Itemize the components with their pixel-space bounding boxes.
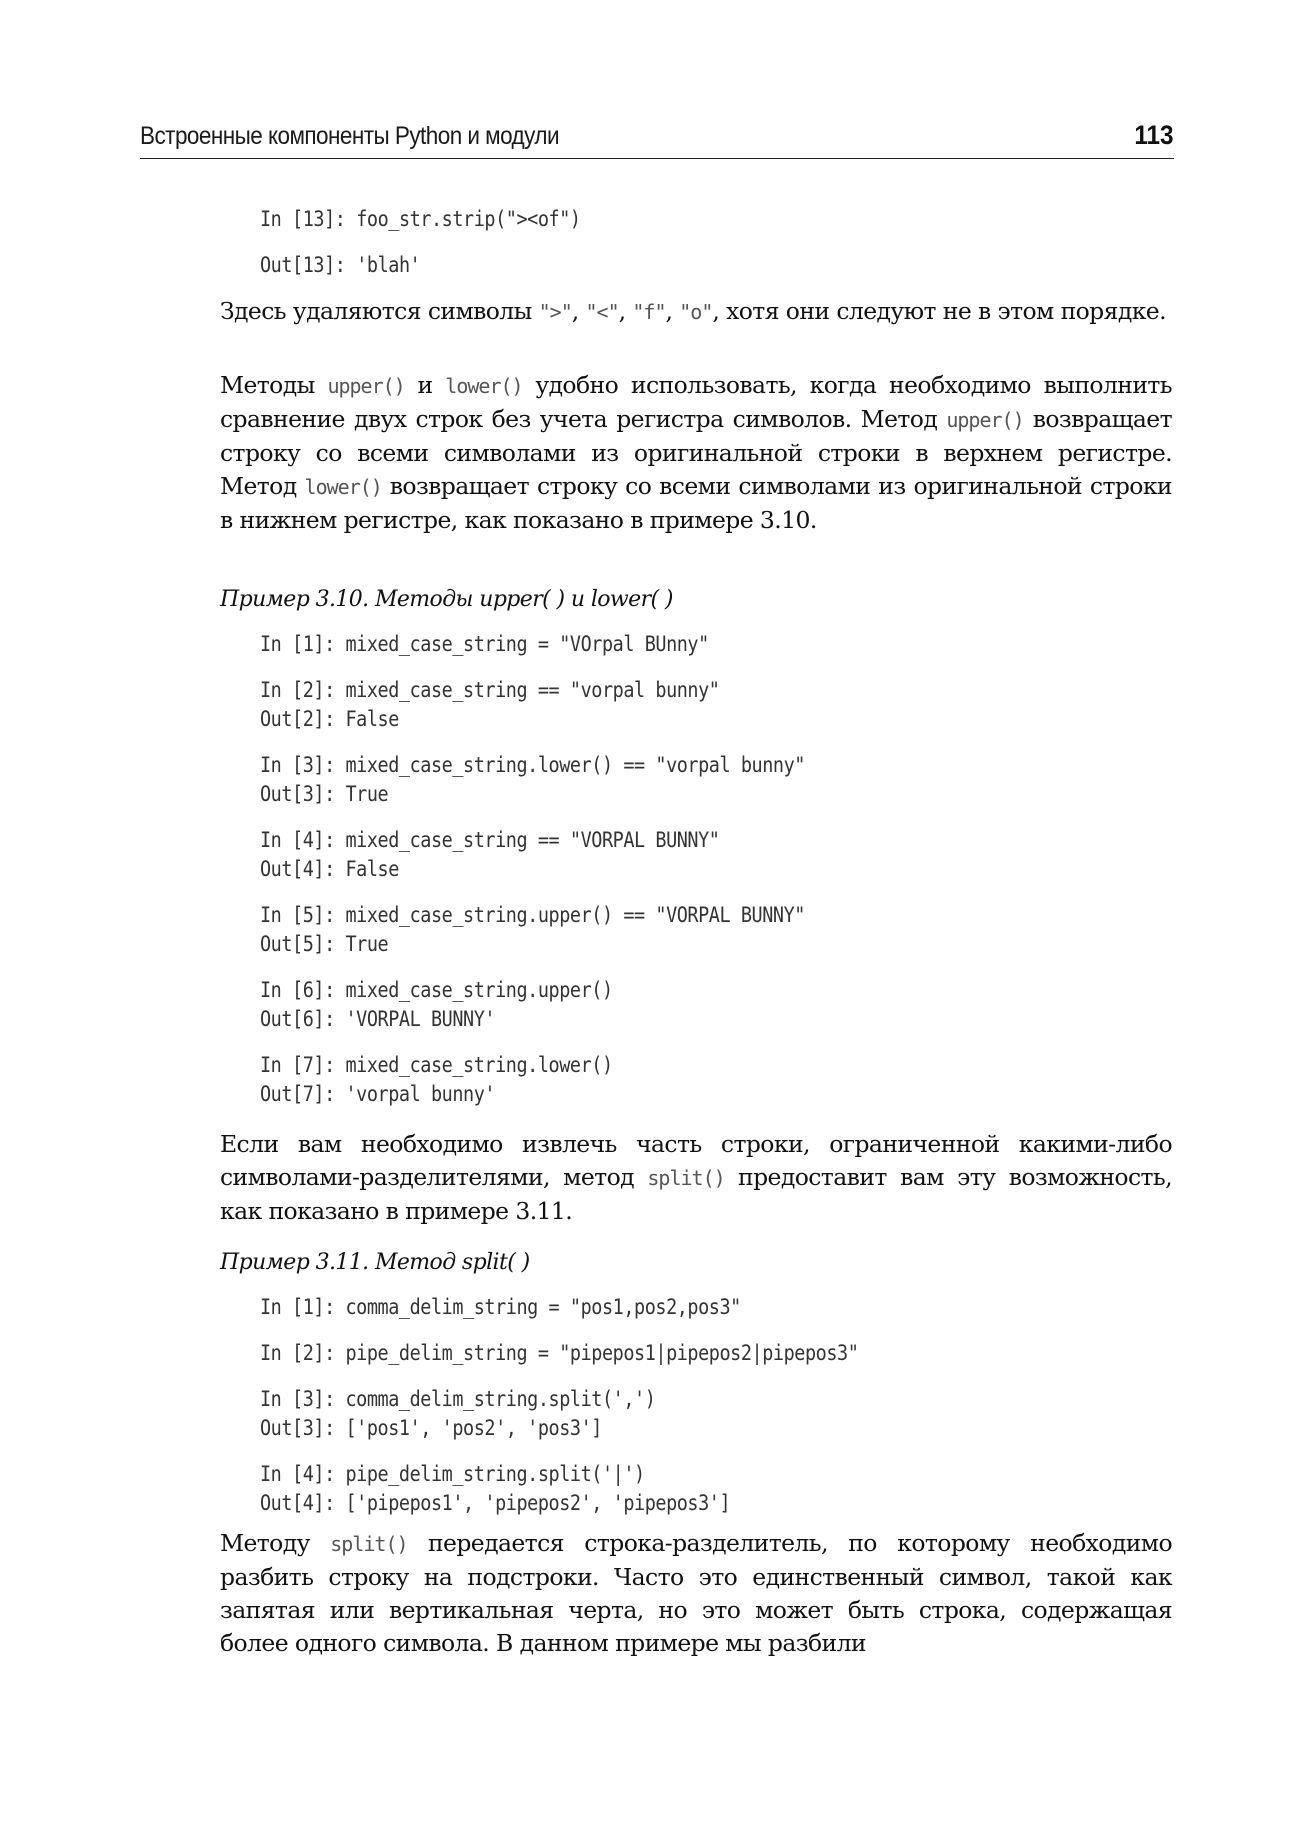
code-output-line: Out[4]: False (260, 857, 399, 881)
example-caption-3-11: Пример 3.11. Метод split( ) (220, 1250, 530, 1275)
paragraph-upper-lower: Методы upper() и lower() удобно использовать, когда необходимо выполнить сравнение двух строк без учета регистра символов. Метод upper() возвращает строку со всеми символами из оригинальной строки в верхнем регистре. Метод lower() возвращает строку со всеми символами из оригинальной строки в нижнем регистре, как показано в примере 3.10. (220, 371, 1173, 534)
code-output-line: Out[3]: True (260, 782, 389, 806)
paragraph-strip-explanation: Здесь удаляются символы ">", "<", "f", "o", хотя они следуют не в этом порядке. (220, 297, 1166, 325)
paragraph-split-explanation: Методу split() передается строка-разделитель, по которому необходимо разбить строку на подстроки. Часто это единственный символ, такой как запятая или вертикальная черта, но это может быть строка, содержащая более одного символа. В данном примере мы разбили (220, 1529, 1173, 1657)
code-input-line: In [5]: mixed_case_string.upper() == "VORPAL BUNNY" (260, 903, 805, 927)
running-title: Встроенные компоненты Python и модули (140, 122, 559, 150)
code-input-line: In [2]: mixed_case_string == "vorpal bunny" (260, 678, 720, 702)
code-input-line: In [4]: pipe_delim_string.split('|') (260, 1462, 645, 1486)
code-output-line: Out[3]: ['pos1', 'pos2', 'pos3'] (260, 1416, 602, 1440)
code-input-line: In [2]: pipe_delim_string = "pipepos1|pipepos2|pipepos3" (260, 1341, 859, 1365)
code-input-line: In [7]: mixed_case_string.lower() (260, 1053, 613, 1077)
code-output-line: Out[4]: ['pipepos1', 'pipepos2', 'pipepos3'] (260, 1491, 731, 1515)
code-input-line: In [4]: mixed_case_string == "VORPAL BUNNY" (260, 828, 720, 852)
code-output-line: Out[13]: 'blah' (260, 253, 421, 277)
code-input-line: In [1]: mixed_case_string = "VOrpal BUnny" (260, 632, 709, 656)
code-output-line: Out[5]: True (260, 932, 389, 956)
code-input-line: In [1]: comma_delim_string = "pos1,pos2,pos3" (260, 1295, 741, 1319)
code-block-example-3-10 (260, 630, 879, 1109)
code-input-line: In [3]: comma_delim_string.split(',') (260, 1387, 656, 1411)
code-input-line: In [6]: mixed_case_string.upper() (260, 978, 613, 1002)
page-header (140, 118, 1174, 159)
code-input-line: In [3]: mixed_case_string.lower() == "vorpal bunny" (260, 753, 805, 777)
code-input-line: In [13]: foo_str.strip("><of") (260, 207, 581, 231)
code-output-line: Out[6]: 'VORPAL BUNNY' (260, 1007, 496, 1031)
code-output-line: Out[7]: 'vorpal bunny' (260, 1082, 496, 1106)
code-block-strip (260, 205, 624, 280)
code-block-example-3-11 (260, 1293, 940, 1518)
code-output-line: Out[2]: False (260, 707, 399, 731)
example-caption-3-10: Пример 3.10. Методы upper( ) и lower( ) (220, 587, 673, 612)
page-number: 113 (1134, 120, 1174, 150)
paragraph-split-intro: Если вам необходимо извлечь часть строки, ограниченной какими-либо символами-разделителями, метод split() предоставит вам эту возможность, как показано в примере 3.11. (220, 1130, 1172, 1225)
